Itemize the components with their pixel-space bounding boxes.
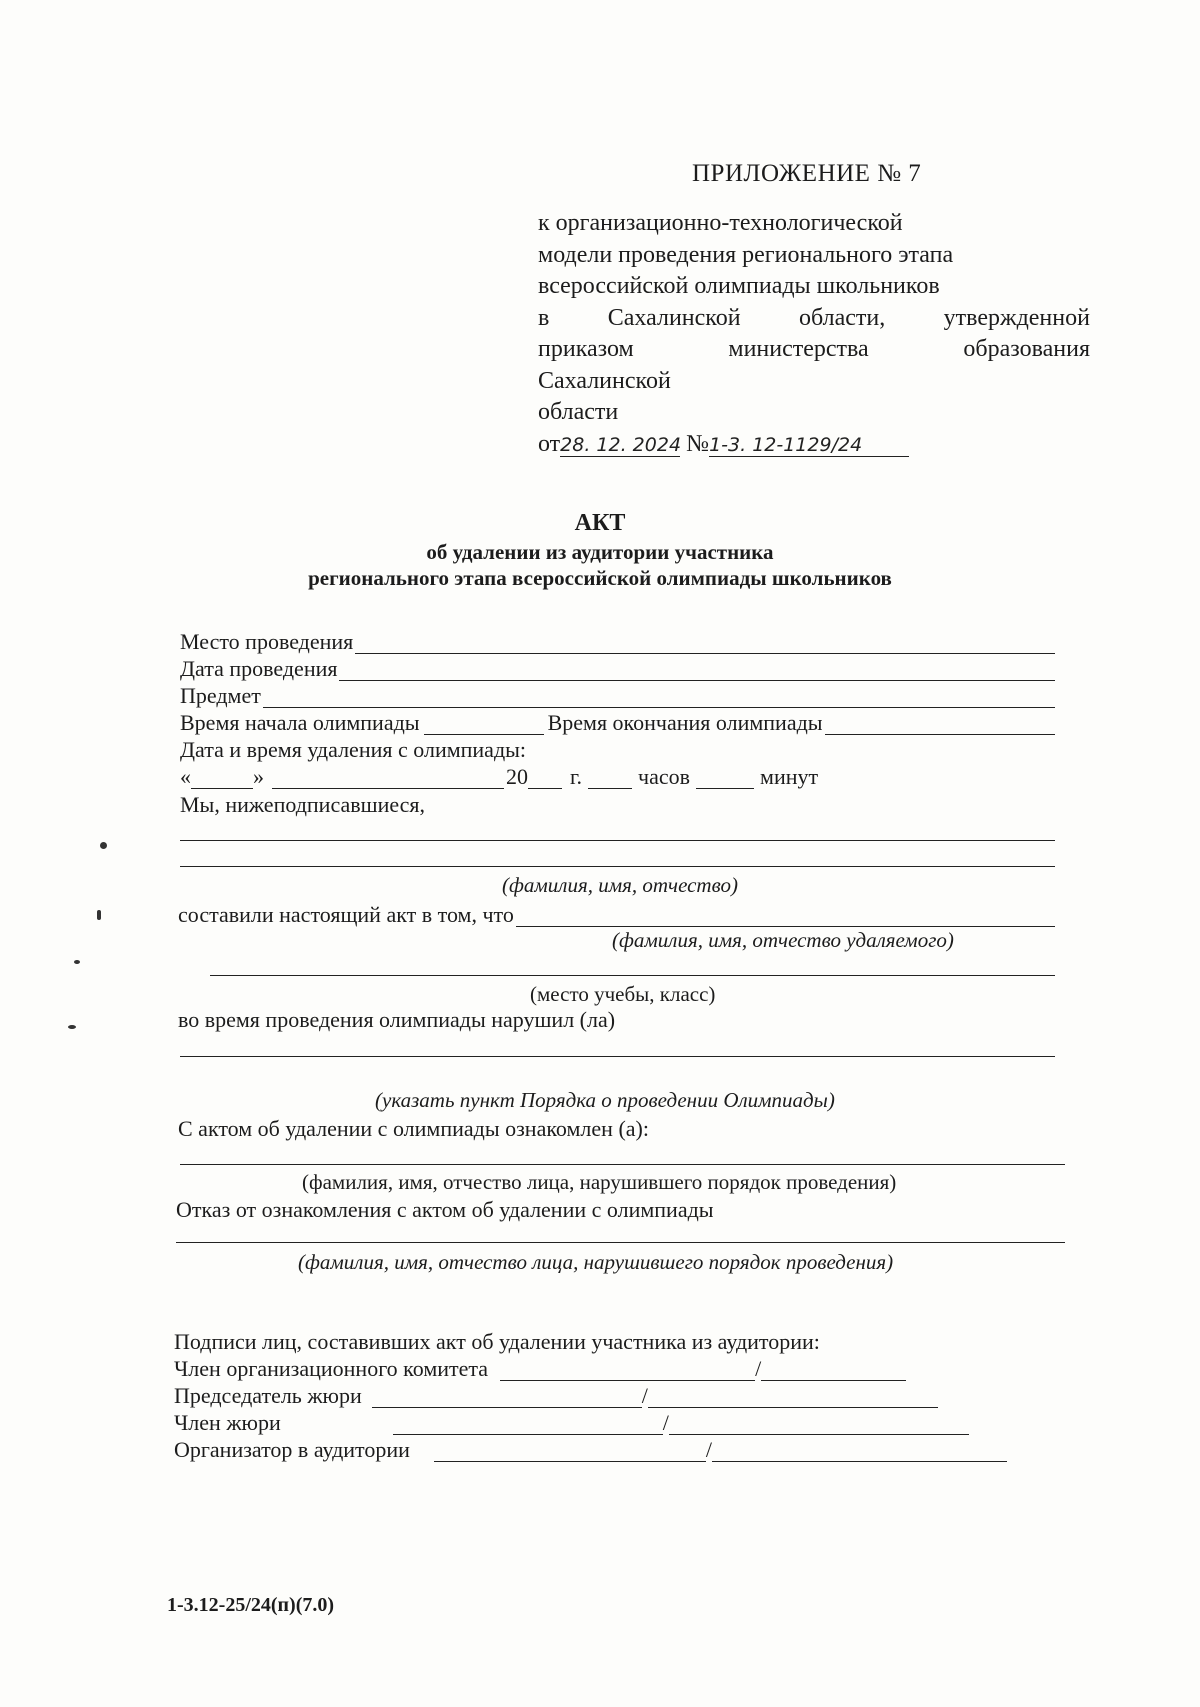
- handwritten-date: 28. 12. 2024: [560, 433, 682, 456]
- hours-blank[interactable]: [588, 768, 632, 789]
- scan-speck: [74, 960, 80, 964]
- time-field: Время начала олимпиады Время окончания олимпиады: [180, 711, 1055, 735]
- start-time-blank[interactable]: [424, 714, 544, 735]
- date-blank[interactable]: [339, 660, 1055, 681]
- name-blank[interactable]: [712, 1441, 1007, 1462]
- caption-violator: (фамилия, имя, отчество лица, нарушившего порядок проведения): [302, 1170, 897, 1194]
- caption-fio-removed: (фамилия, имя, отчество удаляемого): [612, 928, 954, 952]
- caption-school: (место учебы, класс): [530, 982, 716, 1006]
- act-title: АКТ: [574, 510, 626, 536]
- refusal-label: Отказ от ознакомления с актом об удалении с олимпиады: [176, 1197, 714, 1222]
- fio-line[interactable]: [180, 866, 1055, 867]
- minutes-blank[interactable]: [696, 768, 754, 789]
- document-code: 1-3.12-25/24(п)(7.0): [167, 1594, 335, 1616]
- scan-speck: [97, 910, 101, 920]
- venue-field: Место проведения: [180, 630, 1055, 654]
- removal-datetime-label: Дата и время удаления с олимпиады:: [180, 737, 527, 762]
- venue-blank[interactable]: [355, 633, 1055, 654]
- violation-line[interactable]: [180, 1056, 1055, 1057]
- day-blank[interactable]: [191, 768, 253, 789]
- signature-blank[interactable]: [434, 1441, 706, 1462]
- appendix-justified-line: приказом министерства образования: [538, 336, 1090, 362]
- scan-speck: [100, 842, 107, 849]
- caption-violator-2: (фамилия, имя, отчество лица, нарушившего порядок проведения): [298, 1250, 894, 1274]
- signature-row-orgcommittee: Член организационного комитета /: [174, 1357, 906, 1381]
- appendix-line: всероссийской олимпиады школьников: [538, 273, 940, 299]
- name-blank[interactable]: [669, 1414, 969, 1435]
- subject-blank[interactable]: [263, 687, 1055, 708]
- compiled-field: составили настоящий акт в том, что: [178, 903, 1055, 927]
- signature-row-jury-chair: Председатель жюри /: [174, 1384, 938, 1408]
- signature-blank[interactable]: [393, 1414, 663, 1435]
- name-blank[interactable]: [648, 1387, 938, 1408]
- year-blank[interactable]: [528, 768, 562, 789]
- handwritten-number: 1-3. 12-1129/24: [709, 434, 909, 457]
- fio-line[interactable]: [180, 840, 1055, 841]
- removal-datetime-field: « » 20 г. часов минут: [180, 764, 819, 789]
- appendix-line: к организационно-технологической: [538, 210, 903, 236]
- refusal-line[interactable]: [176, 1242, 1065, 1243]
- signature-row-jury-member: Член жюри /: [174, 1411, 969, 1435]
- school-line[interactable]: [210, 975, 1055, 976]
- removed-name-blank[interactable]: [516, 906, 1055, 927]
- appendix-title: ПРИЛОЖЕНИЕ № 7: [692, 160, 922, 187]
- end-time-blank[interactable]: [825, 714, 1055, 735]
- month-blank[interactable]: [272, 768, 504, 789]
- signatures-heading: Подписи лиц, составивших акт об удалении участника из аудитории:: [174, 1329, 820, 1354]
- appendix-line: области: [538, 399, 619, 425]
- act-subtitle: об удалении из аудитории участника: [426, 540, 774, 564]
- appendix-justified-line: в Сахалинской области, утвержденной: [538, 304, 1090, 331]
- caption-fio: (фамилия, имя, отчество): [502, 873, 738, 897]
- acquainted-label: С актом об удалении с олимпиады ознакомлен (а):: [178, 1116, 649, 1141]
- name-blank[interactable]: [761, 1360, 906, 1381]
- appendix-line: Сахалинской: [538, 367, 671, 394]
- signature-row-organizer: Организатор в аудитории /: [174, 1438, 1007, 1462]
- act-subtitle: регионального этапа всероссийской олимпиады школьников: [308, 566, 892, 590]
- signature-blank[interactable]: [372, 1387, 642, 1408]
- appendix-line: модели проведения регионального этапа: [538, 241, 954, 268]
- scan-speck: [68, 1025, 76, 1029]
- subject-field: Предмет: [180, 684, 1055, 708]
- violated-label: во время проведения олимпиады нарушил (ла): [178, 1007, 616, 1032]
- acquainted-line[interactable]: [180, 1164, 1065, 1165]
- appendix-block: [538, 208, 1090, 460]
- we-undersigned-label: Мы, нижеподписавшиеся,: [180, 792, 426, 817]
- caption-point: (указать пункт Порядка о проведении Олимпиады): [375, 1088, 835, 1112]
- date-field: Дата проведения: [180, 657, 1055, 681]
- signature-blank[interactable]: [500, 1360, 755, 1381]
- appendix-order-line: от28. 12. 2024 №1-3. 12-1129/24: [538, 429, 1090, 461]
